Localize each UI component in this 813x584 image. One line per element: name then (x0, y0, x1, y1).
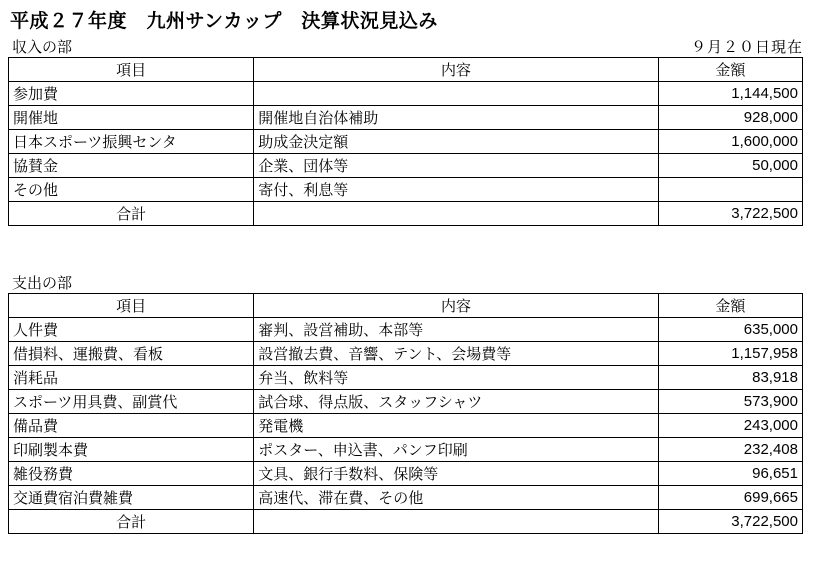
table-row (9, 106, 803, 130)
income-detail (254, 82, 659, 106)
table-row (9, 366, 803, 390)
expense-amount: 635,000 (658, 318, 802, 342)
income-item: 参加費 (9, 82, 254, 106)
expense-item: 印刷製本費 (9, 438, 254, 462)
expense-total-amount: 3,722,500 (658, 510, 802, 534)
expense-total-label: 合計 (9, 510, 254, 534)
table-row (9, 486, 803, 510)
income-item: 協賛金 (9, 154, 254, 178)
table-row (9, 462, 803, 486)
expense-detail: 弁当、飲料等 (254, 366, 659, 390)
expense-amount: 699,665 (658, 486, 802, 510)
table-row (9, 82, 803, 106)
expense-amount: 96,651 (658, 462, 802, 486)
expense-detail: 審判、設営補助、本部等 (254, 318, 659, 342)
income-total-row (9, 202, 803, 226)
expense-amount: 232,408 (658, 438, 802, 462)
table-row (9, 390, 803, 414)
expense-total-detail (254, 510, 659, 534)
expense-section (8, 272, 805, 534)
table-row (9, 178, 803, 202)
income-total-amount: 3,722,500 (658, 202, 802, 226)
table-row (9, 154, 803, 178)
income-section (8, 36, 805, 226)
expense-item: 交通費宿泊費雑費 (9, 486, 254, 510)
expense-item: 借損料、運搬費、看板 (9, 342, 254, 366)
expense-detail: 文具、銀行手数料、保険等 (254, 462, 659, 486)
table-header-row (9, 58, 803, 82)
expense-section-header (8, 272, 805, 292)
expense-amount: 83,918 (658, 366, 802, 390)
table-header-row (9, 294, 803, 318)
table-row (9, 342, 803, 366)
income-total-detail (254, 202, 659, 226)
expense-header-detail: 内容 (254, 294, 659, 318)
income-header-amount: 金額 (658, 58, 802, 82)
expense-amount: 573,900 (658, 390, 802, 414)
income-amount: 1,144,500 (658, 82, 802, 106)
income-section-header (8, 36, 805, 56)
expense-item: 備品費 (9, 414, 254, 438)
expense-amount: 243,000 (658, 414, 802, 438)
expense-total-row (9, 510, 803, 534)
income-item: 日本スポーツ振興センタ (9, 130, 254, 154)
income-total-label: 合計 (9, 202, 254, 226)
income-table (8, 57, 803, 226)
expense-detail: 高速代、滞在費、その他 (254, 486, 659, 510)
income-detail: 助成金決定額 (254, 130, 659, 154)
income-detail: 寄付、利息等 (254, 178, 659, 202)
expense-item: スポーツ用具費、副賞代 (9, 390, 254, 414)
expense-table (8, 293, 803, 534)
page-title: 平成２７年度 九州サンカップ 決算状況見込み (10, 11, 438, 32)
table-row (9, 130, 803, 154)
expense-header-amount: 金額 (658, 294, 802, 318)
expense-detail: 試合球、得点版、スタッフシャツ (254, 390, 659, 414)
table-row (9, 438, 803, 462)
income-item: 開催地 (9, 106, 254, 130)
income-header-detail: 内容 (254, 58, 659, 82)
table-row (9, 414, 803, 438)
expense-section-label: 支出の部 (12, 275, 73, 292)
as-of-date: ９月２０日現在 (690, 39, 803, 56)
expense-header-item: 項目 (9, 294, 254, 318)
expense-detail: ポスター、申込書、パンフ印刷 (254, 438, 659, 462)
income-section-label: 収入の部 (12, 39, 73, 56)
income-header-item: 項目 (9, 58, 254, 82)
income-detail: 企業、団体等 (254, 154, 659, 178)
expense-amount: 1,157,958 (658, 342, 802, 366)
income-detail: 開催地自治体補助 (254, 106, 659, 130)
income-amount (658, 178, 802, 202)
expense-item: 雑役務費 (9, 462, 254, 486)
income-amount: 928,000 (658, 106, 802, 130)
expense-detail: 発電機 (254, 414, 659, 438)
expense-detail: 設営撤去費、音響、テント、会場費等 (254, 342, 659, 366)
income-item: その他 (9, 178, 254, 202)
table-row (9, 318, 803, 342)
income-amount: 1,600,000 (658, 130, 802, 154)
income-amount: 50,000 (658, 154, 802, 178)
expense-item: 消耗品 (9, 366, 254, 390)
expense-item: 人件費 (9, 318, 254, 342)
